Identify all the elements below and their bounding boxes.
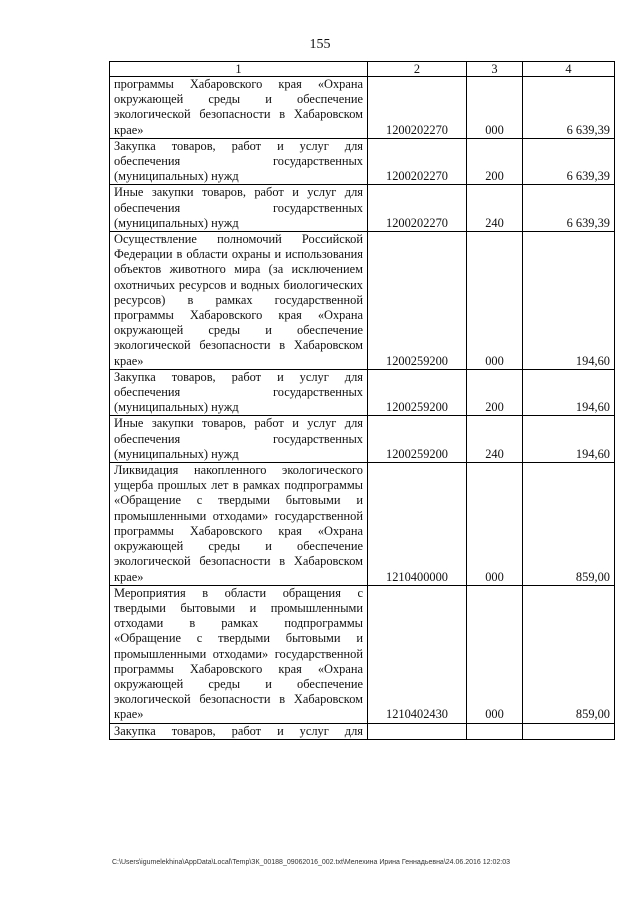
row-type	[467, 723, 523, 739]
row-type: 000	[467, 232, 523, 370]
row-amount: 6 639,39	[523, 77, 615, 139]
table-row	[110, 232, 615, 370]
table-row	[110, 185, 615, 232]
table-header-row	[110, 62, 615, 77]
row-name: Осуществление полномочий Российской Федерации в области охраны и использования объектов животного мира (за исключением охотничьих ресурсов и водных биологических ресурсов) в рамках государственной программы Хабаровского края «Охрана окружающей среды и обеспечение экологической безопасности в Хабаровском крае»	[110, 232, 368, 370]
row-amount	[523, 723, 615, 739]
row-name: Иные закупки товаров, работ и услуг для обеспечения государственных (муниципальных) нужд	[110, 416, 368, 463]
row-amount: 6 639,39	[523, 185, 615, 232]
table-row	[110, 416, 615, 463]
row-code: 1210402430	[368, 585, 467, 723]
row-type: 200	[467, 138, 523, 185]
row-code: 1210400000	[368, 463, 467, 586]
row-amount: 6 639,39	[523, 138, 615, 185]
row-name: Мероприятия в области обращения с твердыми бытовыми и промышленными отходами в рамках подпрограммы «Обращение с твердыми бытовыми и промышленными отходами» государственной программы Хабаровского края «Охрана окружающей среды и обеспечение экологической безопасности в Хабаровском крае»	[110, 585, 368, 723]
row-type: 240	[467, 185, 523, 232]
table-row	[110, 585, 615, 723]
table-row	[110, 138, 615, 185]
page-number: 155	[309, 37, 331, 52]
row-type: 240	[467, 416, 523, 463]
row-amount: 194,60	[523, 369, 615, 416]
column-header-1: 1	[110, 62, 368, 77]
row-name: Закупка товаров, работ и услуг для	[110, 723, 368, 739]
row-name: Закупка товаров, работ и услуг для обеспечения государственных (муниципальных) нужд	[110, 369, 368, 416]
row-code: 1200202270	[368, 138, 467, 185]
row-type: 000	[467, 463, 523, 586]
row-code	[368, 723, 467, 739]
table-row	[110, 77, 615, 139]
row-amount: 859,00	[523, 463, 615, 586]
row-type: 200	[467, 369, 523, 416]
table-row	[110, 369, 615, 416]
row-name: Закупка товаров, работ и услуг для обеспечения государственных (муниципальных) нужд	[110, 138, 368, 185]
row-code: 1200259200	[368, 416, 467, 463]
row-name: Ликвидация накопленного экологического ущерба прошлых лет в рамках подпрограммы «Обращение с твердыми бытовыми и промышленными отходами» государственной программы Хабаровского края «Охрана окружающей среды и обеспечение экологической безопасности в Хабаровском крае»	[110, 463, 368, 586]
budget-table	[109, 61, 615, 740]
row-amount: 859,00	[523, 585, 615, 723]
row-code: 1200259200	[368, 369, 467, 416]
table-row	[110, 463, 615, 586]
row-type: 000	[467, 77, 523, 139]
row-type: 000	[467, 585, 523, 723]
row-amount: 194,60	[523, 416, 615, 463]
table-row	[110, 723, 615, 739]
row-amount: 194,60	[523, 232, 615, 370]
row-name: Иные закупки товаров, работ и услуг для обеспечения государственных (муниципальных) нужд	[110, 185, 368, 232]
column-header-4: 4	[523, 62, 615, 77]
column-header-3: 3	[467, 62, 523, 77]
row-code: 1200202270	[368, 185, 467, 232]
row-code: 1200259200	[368, 232, 467, 370]
row-code: 1200202270	[368, 77, 467, 139]
column-header-2: 2	[368, 62, 467, 77]
row-name: программы Хабаровского края «Охрана окружающей среды и обеспечение экологической безопасности в Хабаровском крае»	[110, 77, 368, 139]
footer-file-path: C:\Users\igumelekhina\AppData\Local\Temp\ЗК_00188_09062016_002.txt\Мелехина Ирина Геннадьевна\24.06.2016 12:02:03	[112, 859, 511, 866]
